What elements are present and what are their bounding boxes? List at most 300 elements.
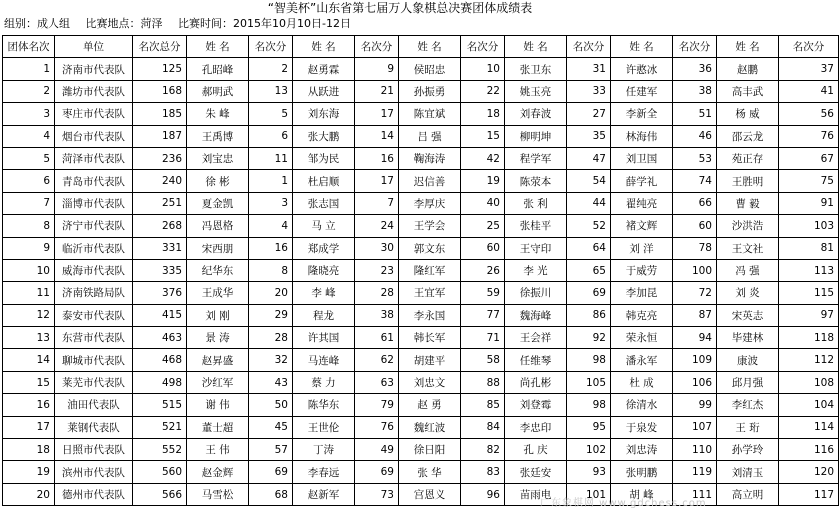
team-name-cell: 日照市代表队 <box>55 439 133 461</box>
player-score-cell: 24 <box>355 215 399 237</box>
player-name-cell: 刘忠涛 <box>611 439 673 461</box>
player-score-cell: 65 <box>567 259 611 281</box>
player-name-cell: 任建军 <box>611 80 673 102</box>
player-name-cell: 刘宝忠 <box>187 147 249 169</box>
player-score-cell: 94 <box>673 327 717 349</box>
team-name-cell: 济南市代表队 <box>55 58 133 80</box>
player-name-cell: 宋英志 <box>717 304 779 326</box>
table-row <box>3 327 839 349</box>
total-score-cell: 187 <box>133 125 187 147</box>
player-score-cell: 95 <box>567 416 611 438</box>
team-rank-cell: 6 <box>3 170 55 192</box>
table-row <box>3 147 839 169</box>
player-score-cell: 112 <box>779 349 839 371</box>
player-score-cell: 42 <box>461 147 505 169</box>
player-score-cell: 23 <box>355 259 399 281</box>
player-name-cell: 从跃进 <box>293 80 355 102</box>
team-rank-cell: 12 <box>3 304 55 326</box>
table-row <box>3 349 839 371</box>
total-score-cell: 498 <box>133 371 187 393</box>
player-score-cell: 98 <box>567 394 611 416</box>
player-name-cell: 郑成学 <box>293 237 355 259</box>
player-name-cell: 王胜明 <box>717 170 779 192</box>
page-title: “智美杯”山东省第七届万人象棋总决赛团体成绩表 <box>267 1 533 15</box>
player-name-cell: 李红杰 <box>717 394 779 416</box>
player-name-cell: 刘 炎 <box>717 282 779 304</box>
player-name-cell: 李新全 <box>611 103 673 125</box>
player-name-cell: 苑正存 <box>717 147 779 169</box>
player-score-cell: 2 <box>249 58 293 80</box>
player-name-cell: 王 伟 <box>187 439 249 461</box>
table-row <box>3 170 839 192</box>
player-name-cell: 赵昇盛 <box>187 349 249 371</box>
player-score-cell: 118 <box>779 327 839 349</box>
player-name-cell: 李春远 <box>293 461 355 483</box>
total-score-cell: 240 <box>133 170 187 192</box>
team-rank-cell: 14 <box>3 349 55 371</box>
player-score-cell: 76 <box>779 125 839 147</box>
player-name-cell: 孔 庆 <box>505 439 567 461</box>
table-row <box>3 103 839 125</box>
column-header: 姓 名 <box>187 36 249 58</box>
venue-label: 比赛地点：菏泽 <box>85 17 163 30</box>
player-score-cell: 10 <box>461 58 505 80</box>
player-name-cell: 张卫东 <box>505 58 567 80</box>
player-name-cell: 孔昭峰 <box>187 58 249 80</box>
player-name-cell: 李 光 <box>505 259 567 281</box>
player-name-cell: 隆晓亮 <box>293 259 355 281</box>
player-score-cell: 53 <box>673 147 717 169</box>
player-score-cell: 114 <box>779 416 839 438</box>
player-score-cell: 36 <box>673 58 717 80</box>
player-score-cell: 26 <box>461 259 505 281</box>
player-score-cell: 45 <box>249 416 293 438</box>
table-row <box>3 259 839 281</box>
team-name-cell: 潍坊市代表队 <box>55 80 133 102</box>
player-score-cell: 27 <box>567 103 611 125</box>
team-rank-cell: 11 <box>3 282 55 304</box>
player-name-cell: 魏红波 <box>399 416 461 438</box>
player-name-cell: 康波 <box>717 349 779 371</box>
player-name-cell: 褚文辉 <box>611 215 673 237</box>
player-score-cell: 76 <box>355 416 399 438</box>
player-score-cell: 40 <box>461 192 505 214</box>
table-row <box>3 483 839 505</box>
total-score-cell: 415 <box>133 304 187 326</box>
player-name-cell: 徐日阳 <box>399 439 461 461</box>
player-score-cell: 61 <box>355 327 399 349</box>
player-score-cell: 22 <box>461 80 505 102</box>
player-name-cell: 翟纯亮 <box>611 192 673 214</box>
player-score-cell: 1 <box>249 170 293 192</box>
column-header: 姓 名 <box>717 36 779 58</box>
player-score-cell: 50 <box>249 394 293 416</box>
player-score-cell: 109 <box>673 349 717 371</box>
player-name-cell: 李永国 <box>399 304 461 326</box>
player-name-cell: 王 珩 <box>717 416 779 438</box>
team-rank-cell: 20 <box>3 483 55 505</box>
player-name-cell: 隆红军 <box>399 259 461 281</box>
player-score-cell: 116 <box>779 439 839 461</box>
table-row <box>3 80 839 102</box>
column-header: 名次分 <box>249 36 293 58</box>
player-name-cell: 曹 毅 <box>717 192 779 214</box>
player-name-cell: 陈宜斌 <box>399 103 461 125</box>
column-header: 姓 名 <box>505 36 567 58</box>
player-score-cell: 115 <box>779 282 839 304</box>
player-score-cell: 28 <box>249 327 293 349</box>
player-score-cell: 16 <box>355 147 399 169</box>
player-score-cell: 74 <box>673 170 717 192</box>
player-name-cell: 蔡 力 <box>293 371 355 393</box>
player-score-cell: 56 <box>779 103 839 125</box>
team-rank-cell: 19 <box>3 461 55 483</box>
team-rank-cell: 10 <box>3 259 55 281</box>
player-name-cell: 陈华东 <box>293 394 355 416</box>
player-score-cell: 63 <box>355 371 399 393</box>
player-name-cell: 胡建平 <box>399 349 461 371</box>
player-name-cell: 冯 强 <box>717 259 779 281</box>
team-name-cell: 威海市代表队 <box>55 259 133 281</box>
player-name-cell: 徐 彬 <box>187 170 249 192</box>
table-row <box>3 215 839 237</box>
total-score-cell: 566 <box>133 483 187 505</box>
player-score-cell: 69 <box>249 461 293 483</box>
player-score-cell: 72 <box>673 282 717 304</box>
team-name-cell: 烟台市代表队 <box>55 125 133 147</box>
player-name-cell: 张明鹏 <box>611 461 673 483</box>
team-rank-cell: 1 <box>3 58 55 80</box>
player-name-cell: 刘 洋 <box>611 237 673 259</box>
team-rank-cell: 4 <box>3 125 55 147</box>
player-name-cell: 刘登霉 <box>505 394 567 416</box>
player-name-cell: 夏金凯 <box>187 192 249 214</box>
player-score-cell: 38 <box>673 80 717 102</box>
player-name-cell: 高丰武 <box>717 80 779 102</box>
team-name-cell: 滨州市代表队 <box>55 461 133 483</box>
table-row <box>3 461 839 483</box>
player-score-cell: 99 <box>673 394 717 416</box>
team-rank-cell: 8 <box>3 215 55 237</box>
player-score-cell: 101 <box>567 483 611 505</box>
group-label: 组别：成人组 <box>4 17 70 30</box>
player-score-cell: 62 <box>355 349 399 371</box>
player-score-cell: 111 <box>673 483 717 505</box>
player-name-cell: 潘永军 <box>611 349 673 371</box>
team-name-cell: 淄博市代表队 <box>55 192 133 214</box>
results-table <box>2 35 839 506</box>
player-name-cell: 李加昆 <box>611 282 673 304</box>
team-rank-cell: 13 <box>3 327 55 349</box>
player-name-cell: 孙学玲 <box>717 439 779 461</box>
player-name-cell: 荣永恒 <box>611 327 673 349</box>
column-header: 单位 <box>55 36 133 58</box>
total-score-cell: 125 <box>133 58 187 80</box>
player-score-cell: 117 <box>779 483 839 505</box>
player-score-cell: 85 <box>461 394 505 416</box>
player-score-cell: 84 <box>461 416 505 438</box>
player-name-cell: 马连峰 <box>293 349 355 371</box>
player-name-cell: 赵勇霖 <box>293 58 355 80</box>
player-score-cell: 38 <box>355 304 399 326</box>
player-name-cell: 苗雨电 <box>505 483 567 505</box>
player-name-cell: 沙红军 <box>187 371 249 393</box>
player-name-cell: 胡 峰 <box>611 483 673 505</box>
player-score-cell: 68 <box>249 483 293 505</box>
player-score-cell: 79 <box>355 394 399 416</box>
player-score-cell: 31 <box>567 58 611 80</box>
player-name-cell: 张志国 <box>293 192 355 214</box>
player-name-cell: 张大鹏 <box>293 125 355 147</box>
total-score-cell: 552 <box>133 439 187 461</box>
player-name-cell: 刘春波 <box>505 103 567 125</box>
player-score-cell: 110 <box>673 439 717 461</box>
player-score-cell: 17 <box>355 103 399 125</box>
total-score-cell: 185 <box>133 103 187 125</box>
player-name-cell: 毕建林 <box>717 327 779 349</box>
player-score-cell: 35 <box>567 125 611 147</box>
player-score-cell: 32 <box>249 349 293 371</box>
player-name-cell: 徐振川 <box>505 282 567 304</box>
player-score-cell: 69 <box>567 282 611 304</box>
player-name-cell: 刘 刚 <box>187 304 249 326</box>
player-score-cell: 91 <box>779 192 839 214</box>
player-name-cell: 杨 威 <box>717 103 779 125</box>
player-name-cell: 赵鹏 <box>717 58 779 80</box>
team-rank-cell: 2 <box>3 80 55 102</box>
player-name-cell: 魏海峰 <box>505 304 567 326</box>
player-score-cell: 92 <box>567 327 611 349</box>
player-name-cell: 姚玉亮 <box>505 80 567 102</box>
team-name-cell: 青岛市代表队 <box>55 170 133 192</box>
player-score-cell: 51 <box>673 103 717 125</box>
player-name-cell: 王世伦 <box>293 416 355 438</box>
player-name-cell: 张 利 <box>505 192 567 214</box>
team-name-cell: 莱钢代表队 <box>55 416 133 438</box>
team-name-cell: 莱芜市代表队 <box>55 371 133 393</box>
player-name-cell: 王守印 <box>505 237 567 259</box>
player-name-cell: 赵金辉 <box>187 461 249 483</box>
table-row <box>3 58 839 80</box>
player-score-cell: 16 <box>249 237 293 259</box>
player-score-cell: 60 <box>673 215 717 237</box>
player-score-cell: 105 <box>567 371 611 393</box>
column-header: 名次分 <box>567 36 611 58</box>
player-score-cell: 9 <box>355 58 399 80</box>
total-score-cell: 168 <box>133 80 187 102</box>
team-name-cell: 东营市代表队 <box>55 327 133 349</box>
player-name-cell: 谢 伟 <box>187 394 249 416</box>
total-score-cell: 268 <box>133 215 187 237</box>
player-score-cell: 43 <box>249 371 293 393</box>
team-rank-cell: 5 <box>3 147 55 169</box>
header-row <box>3 36 839 58</box>
player-score-cell: 100 <box>673 259 717 281</box>
player-score-cell: 73 <box>355 483 399 505</box>
player-score-cell: 64 <box>567 237 611 259</box>
player-name-cell: 丁涛 <box>293 439 355 461</box>
player-score-cell: 8 <box>249 259 293 281</box>
player-score-cell: 86 <box>567 304 611 326</box>
player-score-cell: 58 <box>461 349 505 371</box>
column-header: 团体名次 <box>3 36 55 58</box>
team-name-cell: 临沂市代表队 <box>55 237 133 259</box>
table-row <box>3 192 839 214</box>
player-name-cell: 郭文东 <box>399 237 461 259</box>
player-name-cell: 林海伟 <box>611 125 673 147</box>
player-score-cell: 41 <box>779 80 839 102</box>
player-name-cell: 鞠海涛 <box>399 147 461 169</box>
player-name-cell: 任维琴 <box>505 349 567 371</box>
team-rank-cell: 7 <box>3 192 55 214</box>
total-score-cell: 236 <box>133 147 187 169</box>
player-name-cell: 杜启顺 <box>293 170 355 192</box>
player-score-cell: 71 <box>461 327 505 349</box>
player-name-cell: 于威劳 <box>611 259 673 281</box>
player-name-cell: 赵 勇 <box>399 394 461 416</box>
player-score-cell: 6 <box>249 125 293 147</box>
player-name-cell: 王成华 <box>187 282 249 304</box>
player-name-cell: 徐清水 <box>611 394 673 416</box>
player-name-cell: 李忠印 <box>505 416 567 438</box>
team-name-cell: 枣庄市代表队 <box>55 103 133 125</box>
total-score-cell: 521 <box>133 416 187 438</box>
player-score-cell: 13 <box>249 80 293 102</box>
player-score-cell: 66 <box>673 192 717 214</box>
player-score-cell: 11 <box>249 147 293 169</box>
team-rank-cell: 16 <box>3 394 55 416</box>
player-name-cell: 孙振勇 <box>399 80 461 102</box>
player-score-cell: 107 <box>673 416 717 438</box>
player-score-cell: 59 <box>461 282 505 304</box>
player-score-cell: 5 <box>249 103 293 125</box>
player-name-cell: 马 立 <box>293 215 355 237</box>
player-name-cell: 许憨冰 <box>611 58 673 80</box>
player-name-cell: 朱 峰 <box>187 103 249 125</box>
table-row <box>3 282 839 304</box>
player-score-cell: 30 <box>355 237 399 259</box>
player-score-cell: 88 <box>461 371 505 393</box>
player-score-cell: 29 <box>249 304 293 326</box>
player-name-cell: 张 华 <box>399 461 461 483</box>
player-name-cell: 宫恩义 <box>399 483 461 505</box>
total-score-cell: 331 <box>133 237 187 259</box>
table-row <box>3 237 839 259</box>
team-name-cell: 泰安市代表队 <box>55 304 133 326</box>
player-name-cell: 邵云龙 <box>717 125 779 147</box>
player-name-cell: 薛学礼 <box>611 170 673 192</box>
player-name-cell: 赵新军 <box>293 483 355 505</box>
column-header: 姓 名 <box>399 36 461 58</box>
player-score-cell: 25 <box>461 215 505 237</box>
player-score-cell: 44 <box>567 192 611 214</box>
player-name-cell: 于泉发 <box>611 416 673 438</box>
player-score-cell: 103 <box>779 215 839 237</box>
player-score-cell: 3 <box>249 192 293 214</box>
player-score-cell: 97 <box>779 304 839 326</box>
team-rank-cell: 9 <box>3 237 55 259</box>
player-score-cell: 49 <box>355 439 399 461</box>
total-score-cell: 251 <box>133 192 187 214</box>
player-name-cell: 杜 成 <box>611 371 673 393</box>
total-score-cell: 463 <box>133 327 187 349</box>
team-rank-cell: 17 <box>3 416 55 438</box>
player-score-cell: 46 <box>673 125 717 147</box>
player-score-cell: 96 <box>461 483 505 505</box>
player-score-cell: 83 <box>461 461 505 483</box>
total-score-cell: 515 <box>133 394 187 416</box>
player-score-cell: 37 <box>779 58 839 80</box>
player-name-cell: 郝明武 <box>187 80 249 102</box>
player-score-cell: 54 <box>567 170 611 192</box>
total-score-cell: 335 <box>133 259 187 281</box>
player-name-cell: 张桂平 <box>505 215 567 237</box>
player-score-cell: 81 <box>779 237 839 259</box>
column-header: 名次分 <box>461 36 505 58</box>
player-score-cell: 7 <box>355 192 399 214</box>
column-header: 姓 名 <box>293 36 355 58</box>
player-score-cell: 21 <box>355 80 399 102</box>
player-name-cell: 尚孔彬 <box>505 371 567 393</box>
player-name-cell: 韩克亮 <box>611 304 673 326</box>
table-row <box>3 304 839 326</box>
player-score-cell: 52 <box>567 215 611 237</box>
player-name-cell: 李 峰 <box>293 282 355 304</box>
table-row <box>3 125 839 147</box>
player-name-cell: 王学会 <box>399 215 461 237</box>
player-name-cell: 冯恩格 <box>187 215 249 237</box>
total-score-cell: 560 <box>133 461 187 483</box>
player-score-cell: 120 <box>779 461 839 483</box>
team-name-cell: 聊城市代表队 <box>55 349 133 371</box>
player-name-cell: 程龙 <box>293 304 355 326</box>
column-header: 姓 名 <box>611 36 673 58</box>
player-name-cell: 张廷安 <box>505 461 567 483</box>
table-row <box>3 416 839 438</box>
column-header: 名次分 <box>779 36 839 58</box>
player-name-cell: 王文社 <box>717 237 779 259</box>
player-score-cell: 18 <box>461 103 505 125</box>
team-name-cell: 德州市代表队 <box>55 483 133 505</box>
player-score-cell: 93 <box>567 461 611 483</box>
player-score-cell: 60 <box>461 237 505 259</box>
player-score-cell: 104 <box>779 394 839 416</box>
total-score-cell: 468 <box>133 349 187 371</box>
meta-line <box>4 17 363 31</box>
watermark: 广东象棋网 www.gdchess.com <box>540 498 707 509</box>
player-score-cell: 102 <box>567 439 611 461</box>
player-score-cell: 28 <box>355 282 399 304</box>
player-name-cell: 韩长军 <box>399 327 461 349</box>
team-name-cell: 油田代表队 <box>55 394 133 416</box>
table-row <box>3 371 839 393</box>
player-name-cell: 陈荥本 <box>505 170 567 192</box>
player-name-cell: 刘忠文 <box>399 371 461 393</box>
player-score-cell: 14 <box>355 125 399 147</box>
player-score-cell: 98 <box>567 349 611 371</box>
player-name-cell: 沙洪浩 <box>717 215 779 237</box>
player-score-cell: 106 <box>673 371 717 393</box>
team-rank-cell: 15 <box>3 371 55 393</box>
table-row <box>3 439 839 461</box>
total-score-cell: 376 <box>133 282 187 304</box>
player-score-cell: 17 <box>355 170 399 192</box>
player-name-cell: 王宜军 <box>399 282 461 304</box>
player-score-cell: 113 <box>779 259 839 281</box>
column-header: 名次总分 <box>133 36 187 58</box>
column-header: 名次分 <box>355 36 399 58</box>
player-name-cell: 李厚庆 <box>399 192 461 214</box>
